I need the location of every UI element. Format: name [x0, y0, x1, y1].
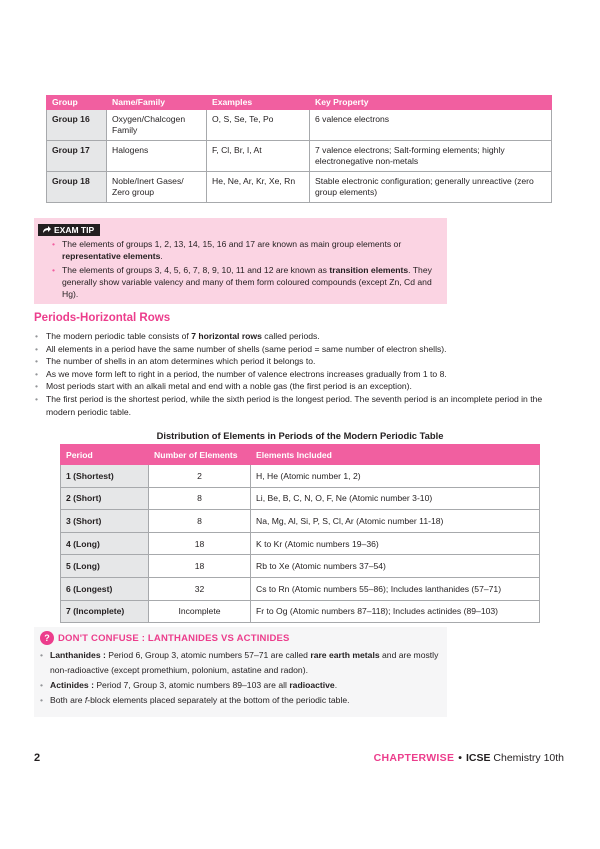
list-item: • The elements of groups 1, 2, 13, 14, 15, 16 and 17 are known as main group elements or representative elements.: [52, 238, 440, 262]
table-cell: Fr to Og (Atomic numbers 87–118); Includes actinides (89–103): [251, 600, 540, 623]
table-row: [61, 510, 540, 533]
dont-confuse-box: [34, 627, 447, 717]
page-number: 2: [34, 752, 41, 764]
table-cell: Group 17: [47, 141, 107, 172]
list-item: • The modern periodic table consists of 7 horizontal rows called periods.: [34, 330, 564, 343]
table-cell: 7 (Incomplete): [61, 600, 149, 623]
table-cell: 8: [149, 510, 251, 533]
table-row: [61, 577, 540, 600]
table-cell: 6 (Longest): [61, 577, 149, 600]
table-cell: Na, Mg, Al, Si, P, S, Cl, Ar (Atomic number 11-18): [251, 510, 540, 533]
table-cell: 8: [149, 487, 251, 510]
column-header: Period: [61, 445, 149, 465]
column-header: Examples: [207, 96, 310, 110]
table-cell: 1 (Shortest): [61, 465, 149, 488]
dont-confuse-header: [40, 631, 290, 645]
groups-table: [46, 95, 552, 203]
exam-tip-title: EXAM TIP: [54, 225, 95, 235]
list-item: • The number of shells in an atom determines which period it belongs to.: [34, 355, 564, 368]
table-cell: 18: [149, 532, 251, 555]
column-header: Number of Elements: [149, 445, 251, 465]
dont-confuse-list: [40, 648, 442, 708]
column-header: Elements Included: [251, 445, 540, 465]
table-cell: Group 16: [47, 110, 107, 141]
table-cell: Incomplete: [149, 600, 251, 623]
table-cell: He, Ne, Ar, Kr, Xe, Rn: [207, 172, 310, 203]
table-cell: Cs to Rn (Atomic numbers 55–86); Includes lanthanides (57–71): [251, 577, 540, 600]
table-cell: 3 (Short): [61, 510, 149, 533]
table-row: [47, 141, 552, 172]
list-item: • The first period is the shortest period, while the sixth period is the longest period. The seventh period is an incomplete period in the modern periodic table.: [34, 393, 564, 418]
table-cell: Oxygen/Chalcogen Family: [107, 110, 207, 141]
table-cell: H, He (Atomic number 1, 2): [251, 465, 540, 488]
periods-bullet-list: [34, 330, 564, 418]
section-heading: Periods-Horizontal Rows: [34, 312, 171, 324]
table-row: [61, 465, 540, 488]
table-cell: 2: [149, 465, 251, 488]
list-item: • As we move form left to right in a period, the number of valence electrons increases gradually from 1 to 8.: [34, 368, 564, 381]
table-row: [61, 555, 540, 578]
footer-separator: •: [458, 752, 462, 764]
table-cell: Group 18: [47, 172, 107, 203]
curved-arrow-icon: [42, 226, 51, 234]
table-row: [61, 532, 540, 555]
table-cell: Li, Be, B, C, N, O, F, Ne (Atomic number 3-10): [251, 487, 540, 510]
list-item: • Most periods start with an alkali metal and end with a noble gas (the first period is an exception).: [34, 380, 564, 393]
periods-table-header: [61, 445, 540, 465]
exam-tip-box: [34, 218, 447, 304]
table-cell: O, S, Se, Te, Po: [207, 110, 310, 141]
table-cell: Stable electronic configuration; generally unreactive (zero group elements): [310, 172, 552, 203]
table-cell: Noble/Inert Gases/ Zero group: [107, 172, 207, 203]
table-cell: 6 valence electrons: [310, 110, 552, 141]
list-item: • Both are f-block elements placed separately at the bottom of the periodic table.: [40, 693, 442, 708]
table-cell: 2 (Short): [61, 487, 149, 510]
groups-table-header: [47, 96, 552, 110]
table-cell: 5 (Long): [61, 555, 149, 578]
column-header: Group: [47, 96, 107, 110]
footer-brand: CHAPTERWISE: [373, 752, 455, 764]
exam-tip-label: [38, 224, 100, 236]
column-header: Key Property: [310, 96, 552, 110]
table-cell: 18: [149, 555, 251, 578]
table-row: [47, 110, 552, 141]
table-caption: Distribution of Elements in Periods of the Modern Periodic Table: [156, 430, 444, 441]
table-cell: 32: [149, 577, 251, 600]
list-item: • Actinides : Period 7, Group 3, atomic numbers 89–103 are all radioactive.: [40, 678, 442, 693]
list-item: • All elements in a period have the same number of shells (same period = same number of electron shells).: [34, 343, 564, 356]
table-row: [47, 172, 552, 203]
table-cell: 4 (Long): [61, 532, 149, 555]
list-item: • The elements of groups 3, 4, 5, 6, 7, 8, 9, 10, 11 and 12 are known as transition elements. They generally show variable valency and many of them form coloured compounds (except Zn, Cd and Hg).: [52, 264, 440, 300]
footer-book-title: ICSE Chemistry 10th: [465, 752, 564, 764]
table-cell: F, Cl, Br, I, At: [207, 141, 310, 172]
table-cell: K to Kr (Atomic numbers 19–36): [251, 532, 540, 555]
table-cell: Rb to Xe (Atomic numbers 37–54): [251, 555, 540, 578]
column-header: Name/Family: [107, 96, 207, 110]
dont-confuse-title: DON'T CONFUSE : LANTHANIDES VS ACTINIDES: [58, 632, 290, 644]
table-row: [61, 487, 540, 510]
table-cell: Halogens: [107, 141, 207, 172]
list-item: • Lanthanides : Period 6, Group 3, atomic numbers 57–71 are called rare earth metals and are mostly non-radioactive (except promethium, polonium, astatine and radon).: [40, 648, 442, 678]
table-row: [61, 600, 540, 623]
table-cell: 7 valence electrons; Salt-forming elements; highly electronegative non-metals: [310, 141, 552, 172]
periods-table: [60, 444, 540, 623]
exam-tip-list: [52, 238, 440, 302]
question-icon: ?: [40, 631, 54, 645]
running-footer: [374, 752, 564, 764]
